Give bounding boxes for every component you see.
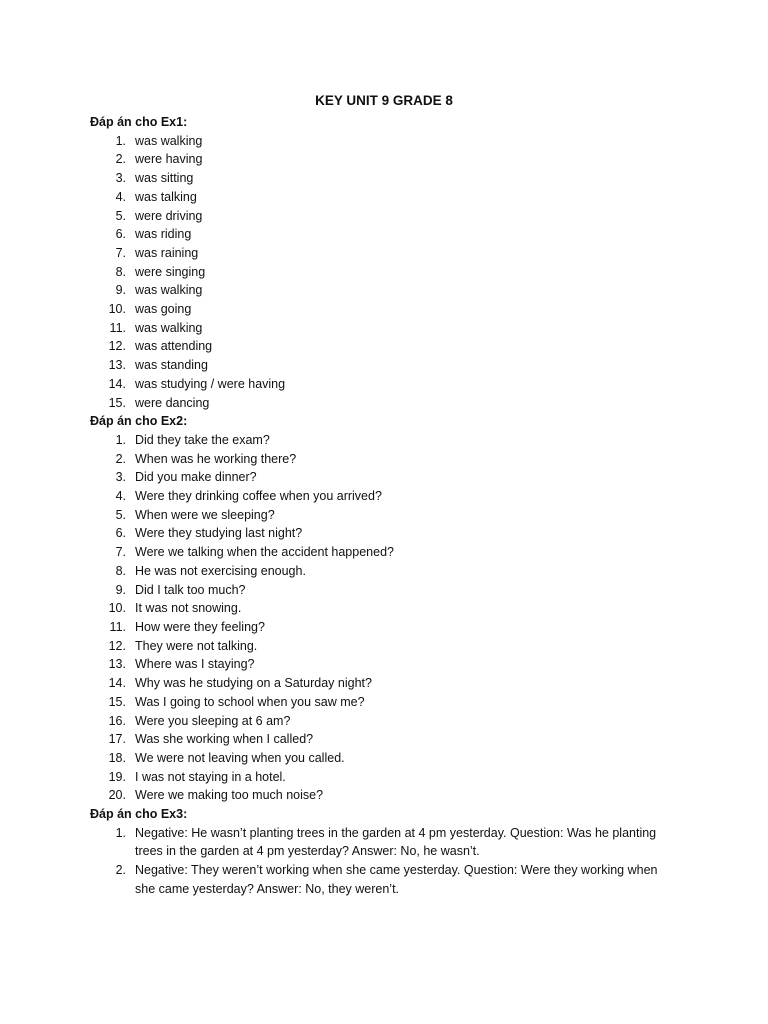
list-item: 13. was standing (108, 358, 208, 373)
list-item: 11. was walking (109, 320, 203, 335)
list-item: 4. Were they drinking coffee when you arrived? (115, 489, 382, 504)
list-item: 6. Were they studying last night? (115, 526, 303, 541)
section-heading: Đáp án cho Ex3: (90, 807, 188, 822)
list-item: 7. Were we talking when the accident happened? (115, 545, 394, 560)
section-ex3 (90, 805, 680, 899)
list-item: 3. Did you make dinner? (115, 470, 257, 485)
list-item: 9. was walking (115, 283, 203, 298)
list-item: 1. Did they take the exam? (115, 432, 270, 447)
list-item: 2. were having (115, 152, 203, 167)
list-item: 19. I was not staying in a hotel. (108, 769, 286, 784)
list-item: 9. Did I talk too much? (115, 582, 246, 597)
list-item: 13. Where was I staying? (108, 657, 255, 672)
list-item: 10. It was not snowing. (108, 601, 242, 616)
list-item: 15. were dancing (108, 395, 210, 410)
document-title: KEY UNIT 9 GRADE 8 (315, 93, 453, 108)
list-item: 20. Were we making too much noise? (108, 788, 324, 803)
list-item: 15. Was I going to school when you saw me? (108, 694, 365, 709)
list-item: 8. were singing (115, 264, 206, 279)
list-item: 2. When was he working there? (115, 451, 297, 466)
list-item: 1. was walking (115, 133, 203, 148)
answer-list (90, 431, 680, 805)
document-body (90, 113, 680, 899)
list-item: 14. was studying / were having (108, 376, 286, 391)
section-ex1 (90, 113, 680, 412)
list-item: 2. Negative: They weren’t working when she came yesterday. Question: Were they working when she came yesterday? Answer: No, they weren’t. (115, 863, 658, 896)
list-item: 12. was attending (108, 339, 213, 354)
answer-list (90, 824, 680, 899)
list-item: 17. Was she working when I called? (108, 732, 314, 747)
list-item: 3. was sitting (115, 171, 194, 186)
list-item: 11. How were they feeling? (109, 619, 265, 634)
list-item: 7. was raining (115, 245, 199, 260)
list-item: 5. When were we sleeping? (115, 507, 275, 522)
section-ex2 (90, 412, 680, 805)
list-item: 14. Why was he studying on a Saturday night? (108, 676, 372, 691)
section-heading: Đáp án cho Ex2: (90, 414, 188, 429)
list-item: 4. was talking (115, 189, 197, 204)
list-item: 5. were driving (115, 208, 203, 223)
section-heading: Đáp án cho Ex1: (90, 115, 188, 129)
list-item: 16. Were you sleeping at 6 am? (108, 713, 291, 728)
list-item: 10. was going (108, 302, 192, 317)
list-item: 1. Negative: He wasn’t planting trees in the garden at 4 pm yesterday. Question: Was he planting trees in the garden at 4 pm yesterday? Answer: No, he wasn’t. (115, 825, 657, 859)
list-item: 6. was riding (115, 227, 192, 242)
answer-list (90, 132, 680, 413)
list-item: 8. He was not exercising enough. (115, 563, 306, 578)
list-item: 12. They were not talking. (108, 638, 258, 653)
list-item: 18. We were not leaving when you called. (108, 750, 345, 765)
